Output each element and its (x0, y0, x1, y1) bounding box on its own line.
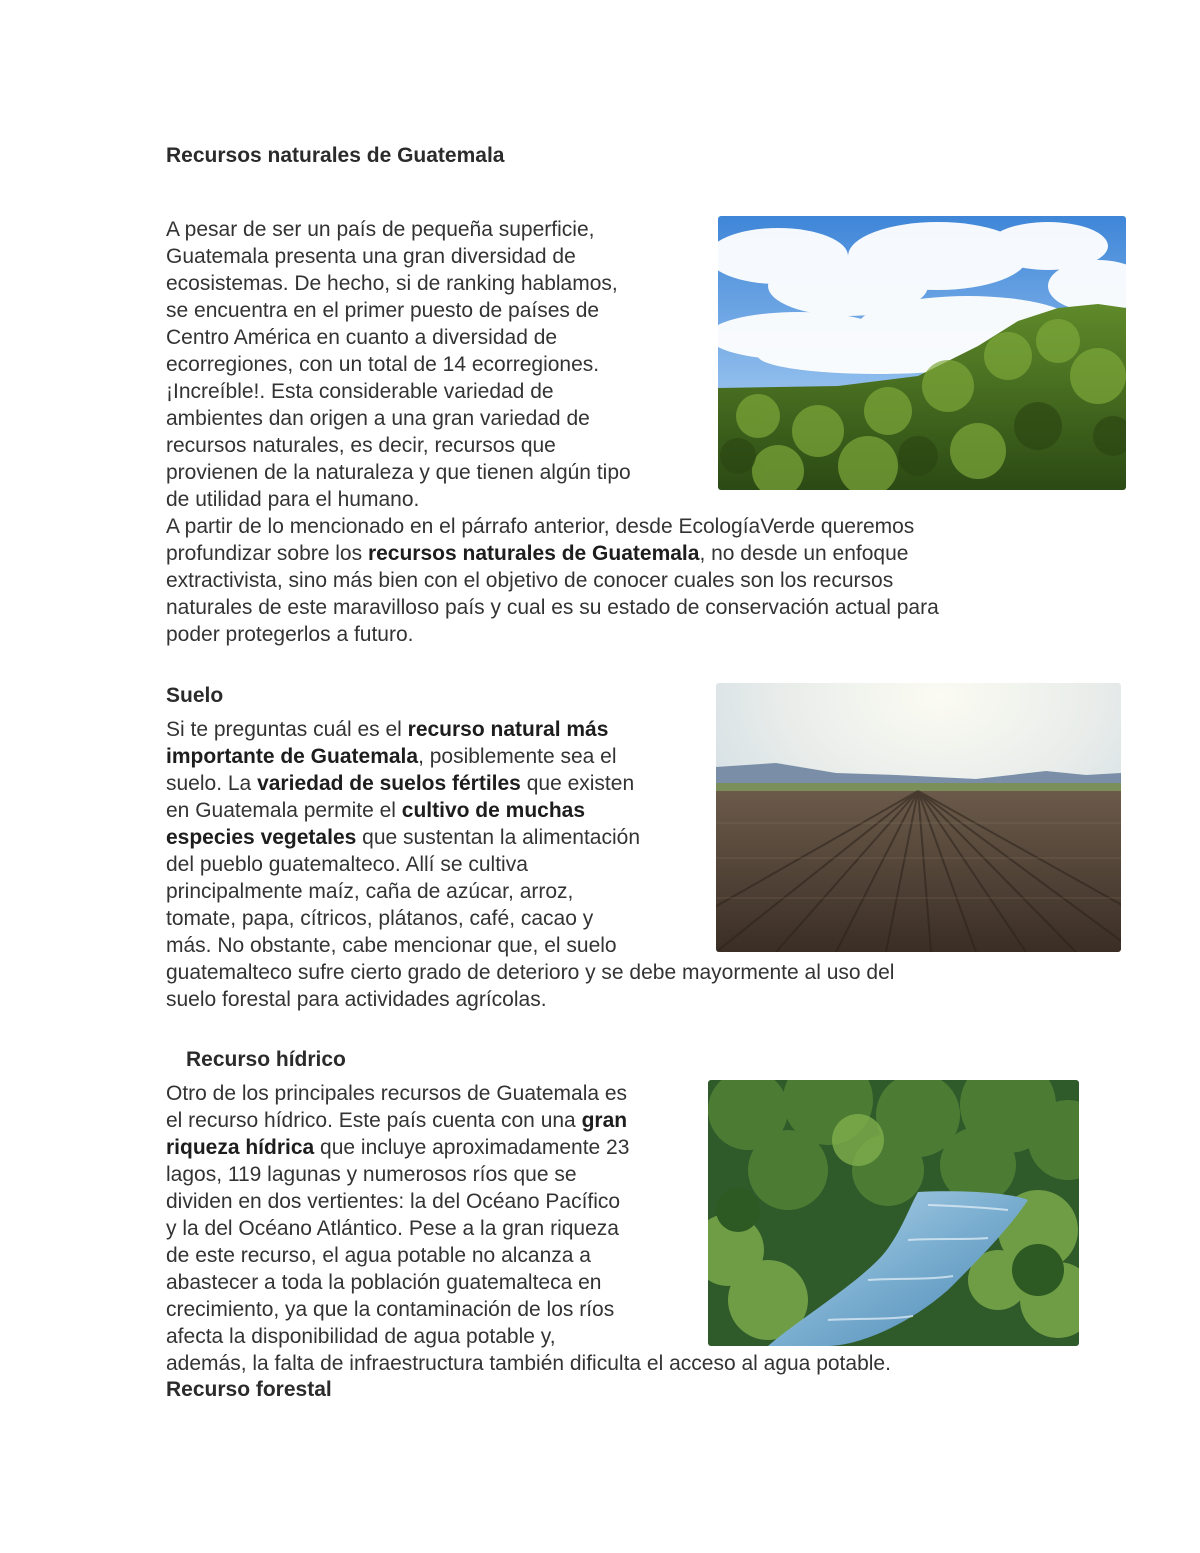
text-line: suelo forestal para actividades agrícolas. (166, 988, 547, 1011)
bold-phrase: especies vegetales (166, 826, 357, 849)
intro-paragraph (166, 216, 939, 648)
bold-phrase: gran (581, 1109, 628, 1132)
text-line: extractivista, sino más bien con el objetivo de conocer cuales son los recursos (166, 569, 894, 592)
text-line: Otro de los principales recursos de Guatemala es (166, 1082, 628, 1105)
section-heading-hidrico: Recurso hídrico (186, 1048, 346, 1071)
section-heading-forestal: Recurso forestal (166, 1378, 332, 1401)
text-line: el recurso hídrico. Este país cuenta con una gran (166, 1109, 628, 1132)
text-line: naturales de este maravilloso país y cual es su estado de conservación actual para (166, 596, 939, 619)
text-line: de este recurso, el agua potable no alcanza a (166, 1244, 591, 1267)
text-line: poder protegerlos a futuro. (166, 623, 414, 646)
suelo-paragraph (166, 716, 894, 1013)
text-line: ecorregiones, con un total de 14 ecorregiones. (166, 353, 600, 376)
bold-phrase: importante de Guatemala (166, 745, 419, 768)
text-line: dividen en dos vertientes: la del Océano Pacífico (166, 1190, 621, 1213)
text-line: guatemalteco sufre cierto grado de deterioro y se debe mayormente al uso del (166, 961, 895, 984)
text-line: riqueza hídrica que incluye aproximadamente 23 (166, 1136, 630, 1159)
text-line: del pueblo guatemalteco. Allí se cultiva (166, 853, 528, 876)
section-heading-suelo: Suelo (166, 684, 224, 707)
hidrico-paragraph (166, 1080, 891, 1377)
text-line: principalmente maíz, caña de azúcar, arroz, (166, 880, 574, 903)
bold-phrase: riqueza hídrica (166, 1136, 315, 1159)
text-line: ¡Increíble!. Esta considerable variedad de (166, 380, 554, 403)
text-line: en Guatemala permite el cultivo de muchas (166, 799, 586, 822)
text-line: tomate, papa, cítricos, plátanos, café, cacao y (166, 907, 594, 930)
text-line: y la del Océano Atlántico. Pese a la gran riqueza (166, 1217, 619, 1240)
text-line: Guatemala presenta una gran diversidad de (166, 245, 576, 268)
bold-phrase: cultivo de muchas (401, 799, 586, 822)
text-line: ecosistemas. De hecho, si de ranking hablamos, (166, 272, 618, 295)
text-line: más. No obstante, cabe mencionar que, el suelo (166, 934, 617, 957)
text-line: abastecer a toda la población guatemalteca en (166, 1271, 602, 1294)
text-line: lagos, 119 lagunas y numerosos ríos que se (166, 1163, 577, 1186)
text-line: A pesar de ser un país de pequeña superficie, (166, 218, 595, 241)
text-line: especies vegetales que sustentan la alimentación (166, 826, 640, 849)
text-line: de utilidad para el humano. (166, 488, 420, 511)
text-line: además, la falta de infraestructura también dificulta el acceso al agua potable. (166, 1352, 891, 1375)
text-line: crecimiento, ya que la contaminación de los ríos (166, 1298, 615, 1321)
text-line: A partir de lo mencionado en el párrafo anterior, desde EcologíaVerde queremos (166, 515, 915, 538)
bold-phrase: variedad de suelos fértiles (257, 772, 521, 795)
bold-phrase: recurso natural más (407, 718, 609, 741)
text-line: recursos naturales, es decir, recursos que (166, 434, 556, 457)
text-line: provienen de la naturaleza y que tienen algún tipo (166, 461, 631, 484)
text-line: Si te preguntas cuál es el recurso natural más (166, 718, 609, 741)
text-line: Centro América en cuanto a diversidad de (166, 326, 558, 349)
text-line: afecta la disponibilidad de agua potable y, (166, 1325, 556, 1348)
text-line: ambientes dan origen a una gran variedad de (166, 407, 590, 430)
text-line: se encuentra en el primer puesto de países de (166, 299, 600, 322)
bold-phrase: recursos naturales de Guatemala (367, 542, 700, 565)
text-line: profundizar sobre los recursos naturales de Guatemala, no desde un enfoque (166, 542, 909, 565)
text-line: suelo. La variedad de suelos fértiles que existen (166, 772, 635, 795)
text-line: importante de Guatemala, posiblemente sea el (166, 745, 617, 768)
document-title: Recursos naturales de Guatemala (166, 144, 505, 167)
